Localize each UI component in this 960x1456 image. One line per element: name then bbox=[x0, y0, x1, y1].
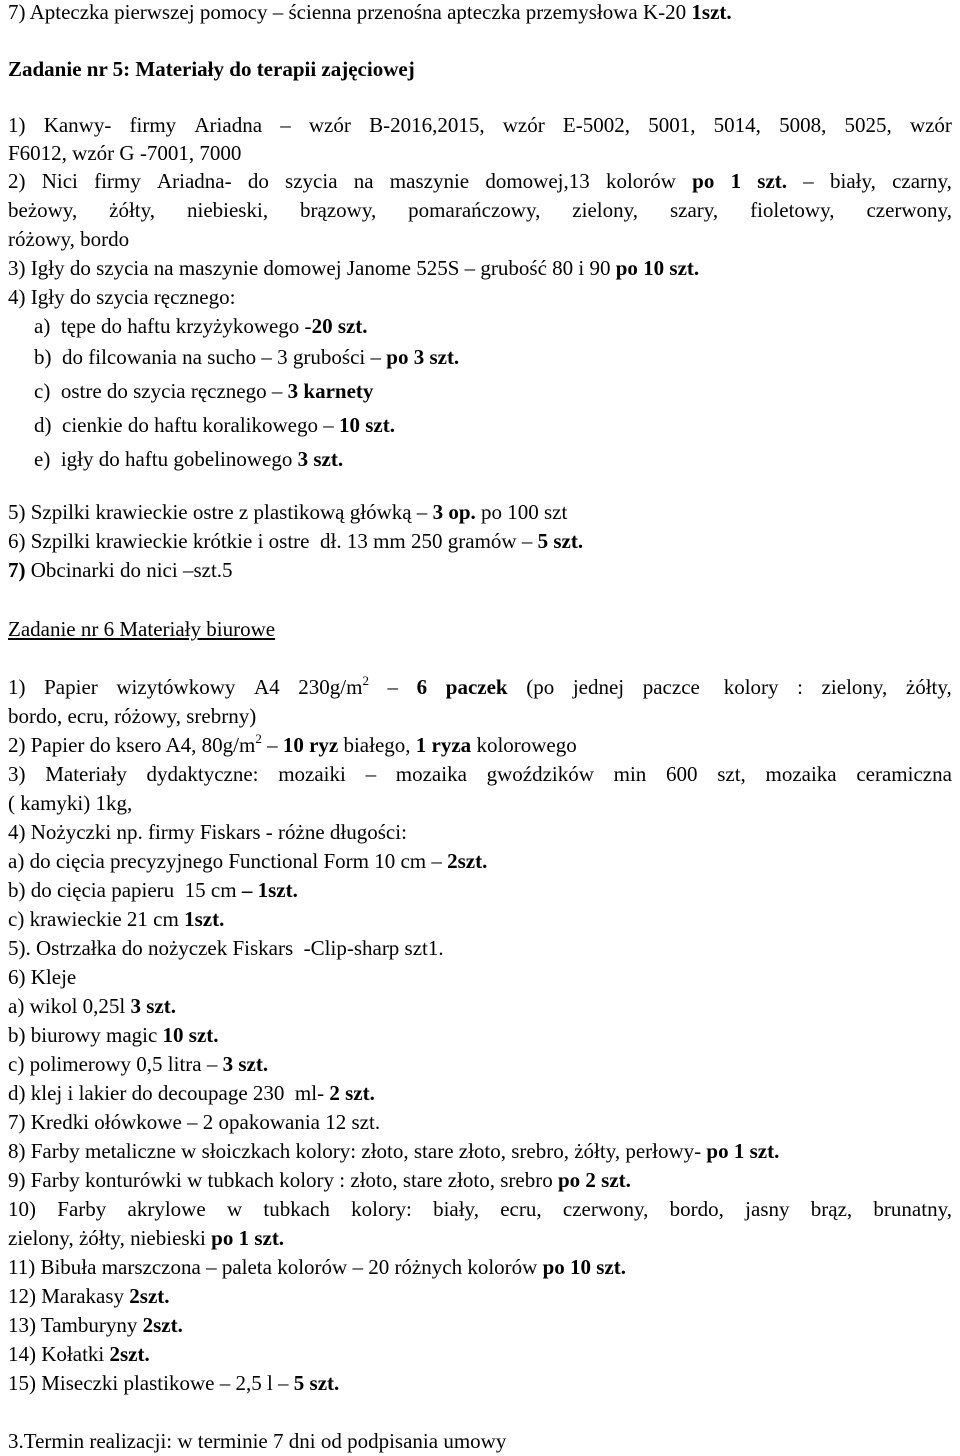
text-line: beżowy, żółty, niebieski, brązowy, pomarańczowy, zielony, szary, fioletowy, czerwony, bbox=[8, 198, 952, 222]
text-line: 7) Obcinarki do nici –szt.5 bbox=[8, 558, 233, 582]
text-line: b) biurowy magic 10 szt. bbox=[8, 1023, 219, 1047]
text-line: c) krawieckie 21 cm 1szt. bbox=[8, 907, 225, 931]
text-line: ( kamyki) 1kg, bbox=[8, 791, 133, 815]
text-line: różowy, bordo bbox=[8, 227, 130, 251]
text-line: 10) Farby akrylowe w tubkach kolory: biały, ecru, czerwony, bordo, jasny brąz, brunatny, bbox=[8, 1197, 952, 1221]
text-line: 7) Kredki ołówkowe – 2 opakowania 12 szt. bbox=[8, 1110, 381, 1134]
text-line: bordo, ecru, różowy, srebrny) bbox=[8, 704, 257, 728]
text-line: 5) Szpilki krawieckie ostre z plastikową główką – 3 op. po 100 szt bbox=[8, 500, 568, 524]
text-line: a) do cięcia precyzyjnego Functional Form 10 cm – 2szt. bbox=[8, 849, 488, 873]
text-line: b) do cięcia papieru 15 cm – 1szt. bbox=[8, 878, 298, 902]
text-line: 11) Bibuła marszczona – paleta kolorów – 20 różnych kolorów po 10 szt. bbox=[8, 1255, 626, 1279]
text-line: 4) Nożyczki np. firmy Fiskars - różne długości: bbox=[8, 820, 407, 844]
text-line: 9) Farby konturówki w tubkach kolory : złoto, stare złoto, srebro po 2 szt. bbox=[8, 1168, 631, 1192]
text-line: Zadanie nr 5: Materiały do terapii zajęciowej bbox=[8, 57, 415, 81]
text-line: d) klej i lakier do decoupage 230 ml- 2 szt. bbox=[8, 1081, 375, 1105]
text-line: Zadanie nr 6 Materiały biurowe bbox=[8, 617, 276, 641]
text-line: 1) Papier wizytówkowy A4 $230g/m^2$ – 6 paczek (po jednej paczce kolory : zielony, żółty, bbox=[8, 673, 952, 699]
text-line: 2) Nici firmy Ariadna- do szycia na maszynie domowej,13 kolorów po 1 szt. – biały, czarny, bbox=[8, 169, 952, 193]
text-line: b) do filcowania na sucho – 3 grubości – po 3 szt. bbox=[34, 345, 460, 369]
text-line: 8) Farby metaliczne w słoiczkach kolory: złoto, stare złoto, srebro, żółty, perłowy- po 1 szt. bbox=[8, 1139, 780, 1163]
text-line: 1) Kanwy- firmy Ariadna – wzór B-2016,2015, wzór E-5002, 5001, 5014, 5008, 5025, wzór bbox=[8, 113, 952, 137]
text-line: 5). Ostrzałka do nożyczek Fiskars -Clip-sharp szt1. bbox=[8, 936, 444, 960]
text-line: 6) Kleje bbox=[8, 965, 77, 989]
text-line: a) wikol 0,25l 3 szt. bbox=[8, 994, 176, 1018]
text-line: 3) Materiały dydaktyczne: mozaiki – mozaika gwoździków min 600 szt, mozaika ceramiczna bbox=[8, 762, 952, 786]
text-line: 14) Kołatki 2szt. bbox=[8, 1342, 150, 1366]
text-line: 15) Miseczki plastikowe – 2,5 l – 5 szt. bbox=[8, 1371, 340, 1395]
text-line: zielony, żółty, niebieski po 1 szt. bbox=[8, 1226, 285, 1250]
text-line: a) tępe do haftu krzyżykowego -20 szt. bbox=[34, 314, 368, 338]
text-line: F6012, wzór G -7001, 7000 bbox=[8, 141, 242, 165]
text-line: 3) Igły do szycia na maszynie domowej Janome 525S – grubość 80 i 90 po 10 szt. bbox=[8, 256, 700, 280]
text-line: e) igły do haftu gobelinowego 3 szt. bbox=[34, 447, 344, 471]
text-line: d) cienkie do haftu koralikowego – 10 szt. bbox=[34, 413, 395, 437]
text-line: 13) Tamburyny 2szt. bbox=[8, 1313, 183, 1337]
text-line: 2) Papier do ksero A4, $80g/m^2 - 10$ ryz białego, 1 ryza kolorowego bbox=[8, 731, 577, 757]
text-line: 6) Szpilki krawieckie krótkie i ostre dł. 13 mm 250 gramów – 5 szt. bbox=[8, 529, 584, 553]
text-line: 12) Marakasy 2szt. bbox=[8, 1284, 170, 1308]
text-line: c) polimerowy 0,5 litra – 3 szt. bbox=[8, 1052, 269, 1076]
text-line: 3.Termin realizacji: w terminie 7 dni od podpisania umowy bbox=[8, 1429, 507, 1453]
text-line: 4) Igły do szycia ręcznego: bbox=[8, 285, 236, 309]
text-line: c) ostre do szycia ręcznego – 3 karnety bbox=[34, 379, 374, 403]
text-line: 7) Apteczka pierwszej pomocy – ścienna przenośna apteczka przemysłowa K-20 1szt. bbox=[8, 0, 732, 24]
